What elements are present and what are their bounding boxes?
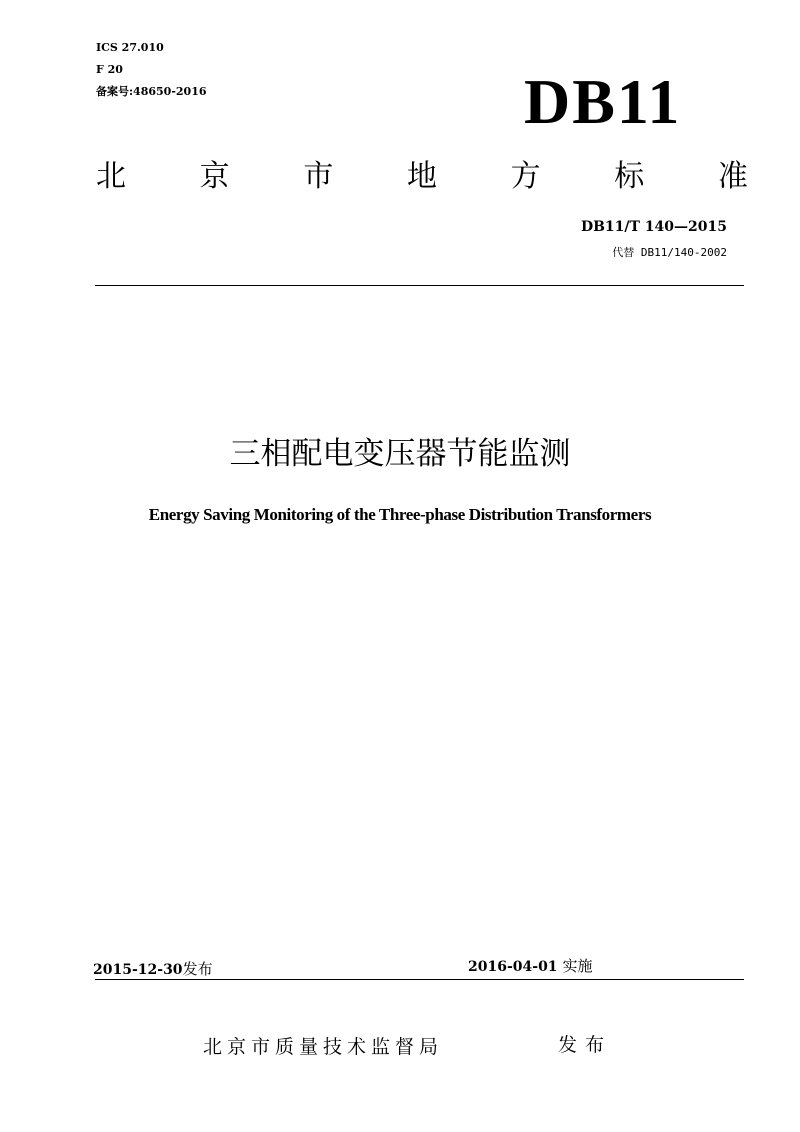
standard-type-char: 京 xyxy=(199,159,230,194)
replaces-note: 代替 DB11/140-2002 xyxy=(612,246,727,259)
standard-type-char: 准 xyxy=(717,159,748,194)
standard-type-title xyxy=(96,157,748,197)
bottom-rule xyxy=(95,979,744,980)
publish-date-value: 2015-12-30 xyxy=(93,962,183,978)
ics-code: ICS 27.010 xyxy=(96,41,164,54)
publish-date xyxy=(93,958,213,979)
title-en: Energy Saving Monitoring of the Three-phase Distribution Transformers xyxy=(148,505,652,524)
standard-type-char: 市 xyxy=(303,159,334,194)
standard-number: DB11/T 140—2015 xyxy=(580,219,727,235)
publish-label: 发布 xyxy=(182,960,213,978)
issuer-label: 发布 xyxy=(558,1034,613,1056)
title-cn: 三相配电变压器节能监测 xyxy=(229,436,571,472)
standard-type-char: 北 xyxy=(96,159,126,194)
implement-label: 实施 xyxy=(562,957,593,975)
top-rule xyxy=(95,285,744,286)
standard-type-char: 标 xyxy=(614,159,645,194)
issuer-name: 北京市质量技术监督局 xyxy=(203,1036,444,1058)
ccs-code: F 20 xyxy=(96,63,123,76)
record-number: 备案号:48650-2016 xyxy=(96,85,207,98)
standard-type-char: 地 xyxy=(406,159,437,194)
standard-type-char: 方 xyxy=(510,159,541,194)
db11-logo: DB11 xyxy=(524,66,682,137)
implement-date-value: 2016-04-01 xyxy=(468,959,558,975)
implement-date xyxy=(468,955,592,976)
